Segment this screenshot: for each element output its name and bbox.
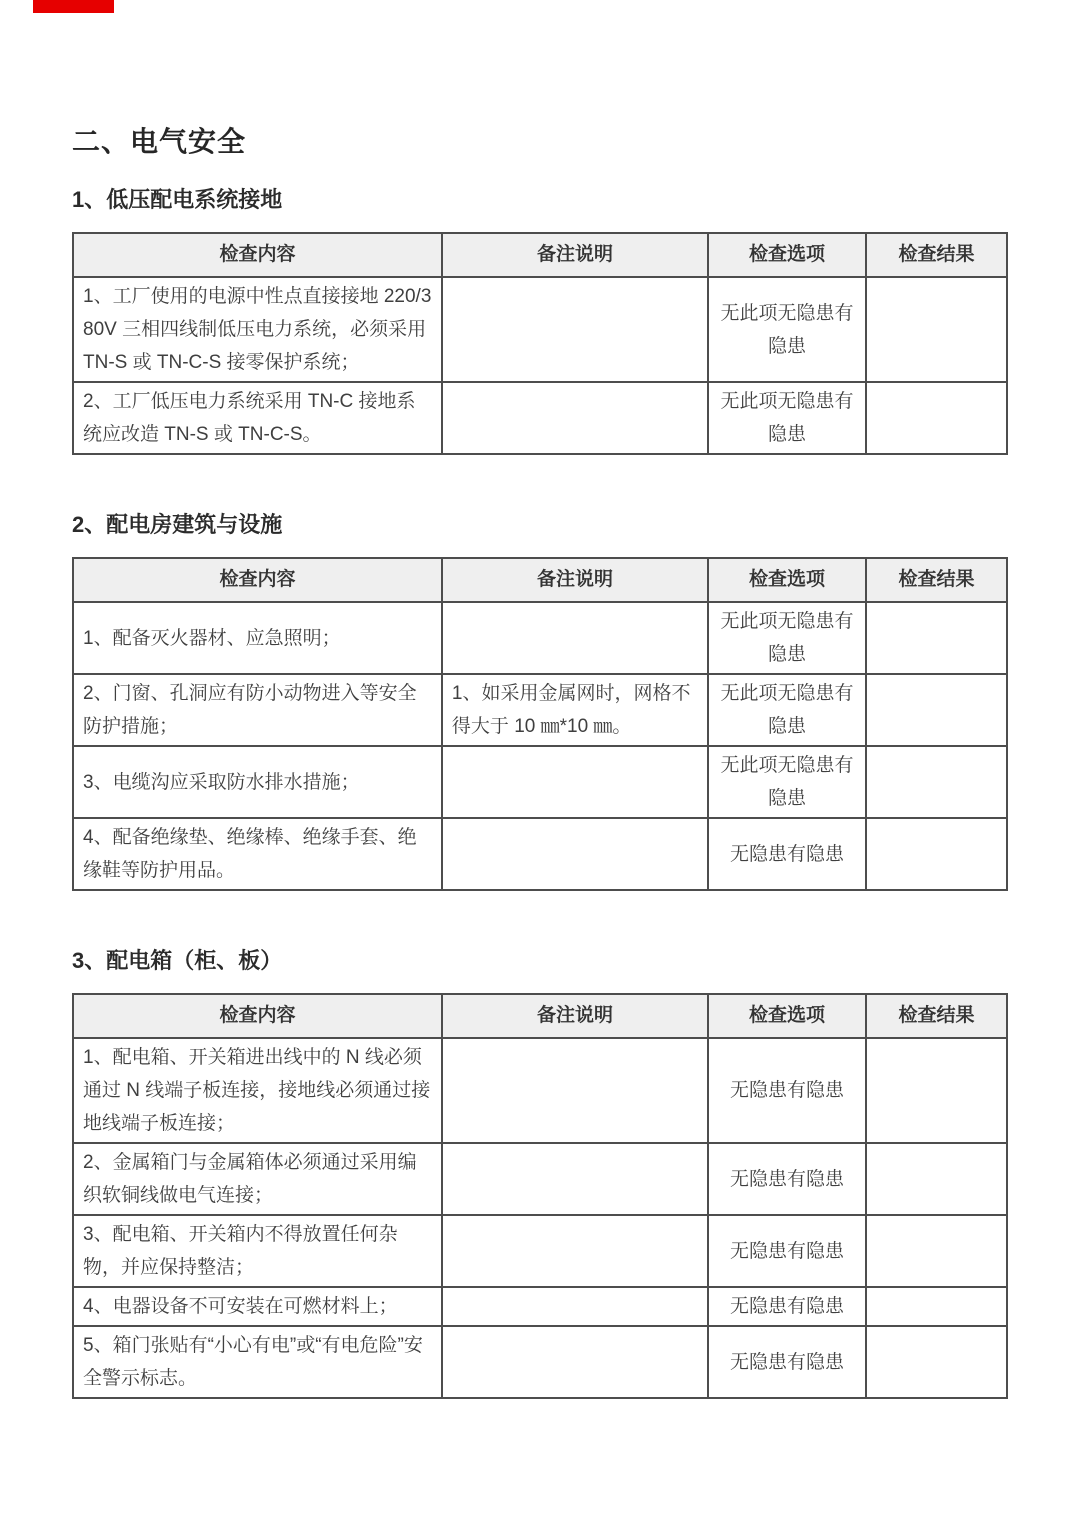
col-header-remark: 备注说明 [442,558,708,602]
cell-result [866,818,1007,890]
col-header-content: 检查内容 [73,558,442,602]
cell-remark [442,746,708,818]
cell-remark [442,1143,708,1215]
cell-content: 2、门窗、孔洞应有防小动物进入等安全防护措施； [73,674,442,746]
cell-result [866,382,1007,454]
col-header-result: 检查结果 [866,233,1007,277]
cell-options: 无隐患有隐患 [708,1143,866,1215]
inspection-table [72,232,1008,455]
page-title: 二、电气安全 [72,126,247,157]
cell-remark [442,818,708,890]
table-row [73,674,1007,746]
section-heading: 2、配电房建筑与设施 [72,512,283,537]
cell-remark [442,277,708,382]
inspection-table [72,993,1008,1399]
cell-options: 无此项无隐患有隐患 [708,602,866,674]
cell-content: 2、工厂低压电力系统采用 TN-C 接地系统应改造 TN-S 或 TN-C-S。 [73,382,442,454]
cell-options: 无隐患有隐患 [708,1215,866,1287]
table-row [73,1143,1007,1215]
cell-result [866,674,1007,746]
table-row [73,602,1007,674]
table-row [73,746,1007,818]
cell-result [866,1143,1007,1215]
cell-options: 无此项无隐患有隐患 [708,277,866,382]
col-header-options: 检查选项 [708,233,866,277]
col-header-result: 检查结果 [866,558,1007,602]
section-distribution-room [72,511,1008,891]
inspection-table [72,557,1008,891]
cell-content: 1、配电箱、开关箱进出线中的 N 线必须通过 N 线端子板连接，接地线必须通过接地线端子板连接； [73,1038,442,1143]
cell-remark [442,1287,708,1326]
cell-result [866,602,1007,674]
cell-options: 无隐患有隐患 [708,818,866,890]
cell-remark [442,1038,708,1143]
table-header-row [73,994,1007,1038]
cell-result [866,1326,1007,1398]
table-row [73,818,1007,890]
cell-content: 3、电缆沟应采取防水排水措施； [73,746,442,818]
cell-options: 无隐患有隐患 [708,1038,866,1143]
col-header-remark: 备注说明 [442,233,708,277]
section-heading: 1、低压配电系统接地 [72,187,283,212]
col-header-result: 检查结果 [866,994,1007,1038]
table-row [73,1038,1007,1143]
cell-remark [442,602,708,674]
table-row [73,1215,1007,1287]
table-row [73,277,1007,382]
cell-content: 4、配备绝缘垫、绝缘棒、绝缘手套、绝缘鞋等防护用品。 [73,818,442,890]
cell-remark: 1、如采用金属网时，网格不得大于 10 ㎜*10 ㎜。 [442,674,708,746]
cell-content: 1、配备灭火器材、应急照明； [73,602,442,674]
cell-content: 1、工厂使用的电源中性点直接接地 220/380V 三相四线制低压电力系统，必须采用 TN-S 或 TN-C-S 接零保护系统； [73,277,442,382]
cell-result [866,746,1007,818]
cell-remark [442,1215,708,1287]
cell-content: 5、箱门张贴有“小心有电”或“有电危险”安全警示标志。 [73,1326,442,1398]
top-left-red-marker [33,0,114,13]
cell-remark [442,382,708,454]
cell-options: 无此项无隐患有隐患 [708,382,866,454]
cell-options: 无隐患有隐患 [708,1326,866,1398]
cell-options: 无此项无隐患有隐患 [708,674,866,746]
cell-result [866,1038,1007,1143]
section-heading: 3、配电箱（柜、板） [72,948,283,973]
col-header-content: 检查内容 [73,233,442,277]
cell-result [866,1287,1007,1326]
cell-options: 无此项无隐患有隐患 [708,746,866,818]
table-header-row [73,233,1007,277]
table-row [73,1287,1007,1326]
cell-remark [442,1326,708,1398]
col-header-options: 检查选项 [708,994,866,1038]
col-header-remark: 备注说明 [442,994,708,1038]
table-row [73,1326,1007,1398]
cell-options: 无隐患有隐患 [708,1287,866,1326]
table-header-row [73,558,1007,602]
col-header-options: 检查选项 [708,558,866,602]
cell-content: 4、电器设备不可安装在可燃材料上； [73,1287,442,1326]
section-distribution-box [72,947,1008,1399]
cell-content: 3、配电箱、开关箱内不得放置任何杂物，并应保持整洁； [73,1215,442,1287]
cell-result [866,1215,1007,1287]
table-row [73,382,1007,454]
cell-result [866,277,1007,382]
section-low-voltage-grounding [72,186,1008,455]
cell-content: 2、金属箱门与金属箱体必须通过采用编织软铜线做电气连接； [73,1143,442,1215]
col-header-content: 检查内容 [73,994,442,1038]
